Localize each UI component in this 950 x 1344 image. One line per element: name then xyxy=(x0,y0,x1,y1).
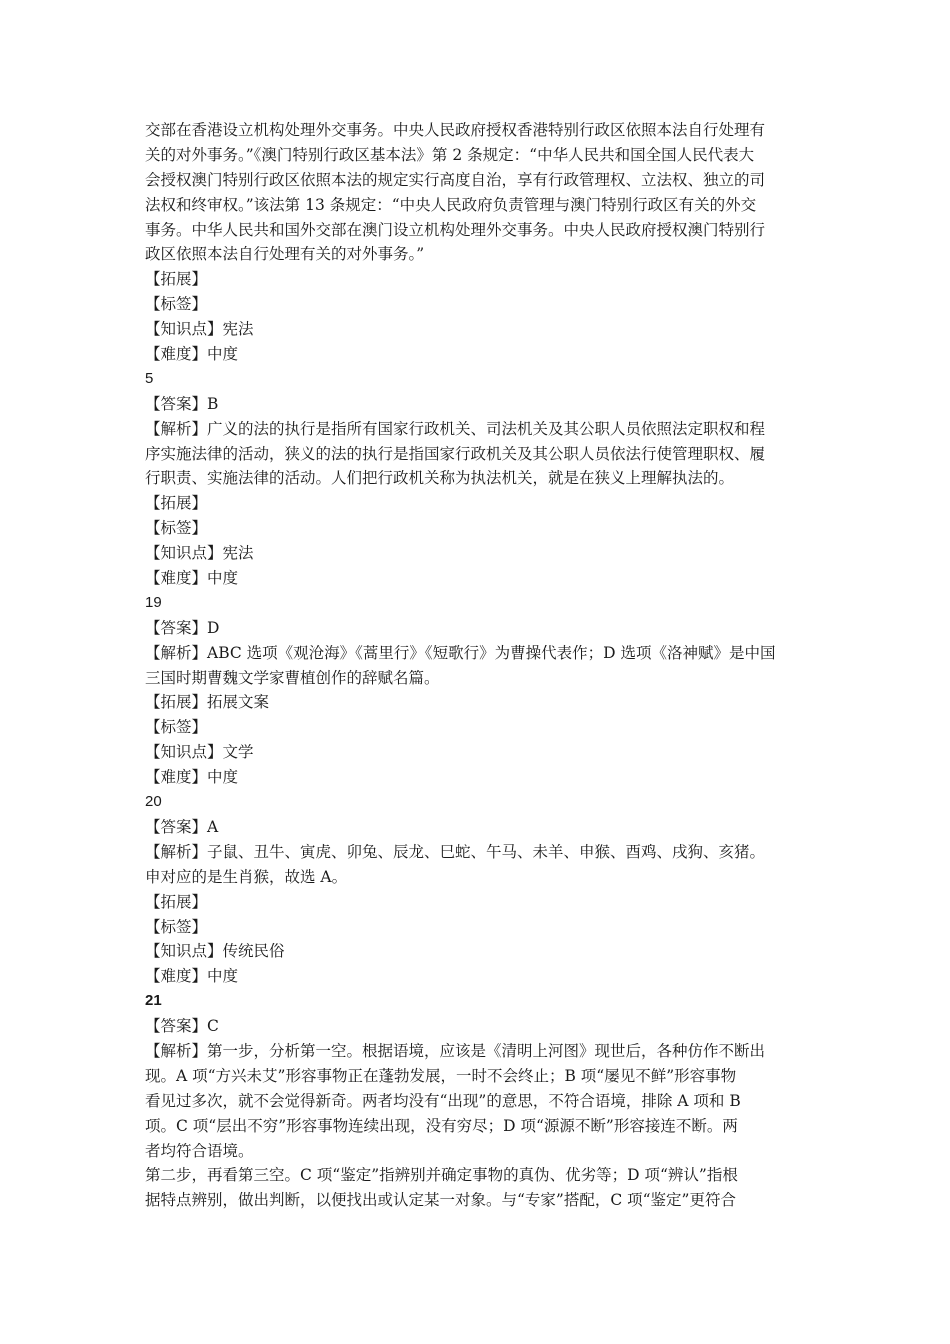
text-line: 看见过多次，就不会觉得新奇。两者均没有“出现”的意思，不符合语境，排除 A 项和 B xyxy=(145,1091,741,1110)
text-line: 【答案】A xyxy=(145,817,219,836)
question-number: 21 xyxy=(145,992,162,1010)
question-number: 20 xyxy=(145,793,162,811)
text-line: 现。A 项“方兴未艾”形容事物正在蓬勃发展，一时不会终止；B 项“屡见不鲜”形容事物 xyxy=(145,1066,737,1085)
text-line: 【解析】广义的法的执行是指所有国家行政机关、司法机关及其公职人员依照法定职权和程 xyxy=(145,419,766,438)
text-line: 【标签】 xyxy=(145,718,208,737)
text-line: 序实施法律的活动，狭义的法的执行是指国家行政机关及其公职人员依法行使管理职权、履 xyxy=(145,444,766,463)
text-line: 【难度】中度 xyxy=(145,345,239,364)
text-line: 行职责、实施法律的活动。人们把行政机关称为执法机关，就是在狭义上理解执法的。 xyxy=(145,469,735,488)
text-line: 申对应的是生肖猴，故选 A。 xyxy=(145,867,348,886)
text-line: 【知识点】传统民俗 xyxy=(145,942,285,961)
text-line: 【知识点】宪法 xyxy=(145,320,254,339)
question-number: 19 xyxy=(145,593,162,611)
text-line: 【拓展】拓展文案 xyxy=(145,693,270,712)
text-line: 【难度】中度 xyxy=(145,768,239,787)
text-line: 政区依照本法自行处理有关的对外事务。” xyxy=(145,245,425,264)
text-line: 【标签】 xyxy=(145,917,208,936)
text-line: 【答案】B xyxy=(145,394,219,413)
text-line: 【拓展】 xyxy=(145,892,208,911)
text-line: 三国时期曹魏文学家曹植创作的辞赋名篇。 xyxy=(145,668,440,687)
text-line: 【解析】ABC 选项《观沧海》《蒿里行》《短歌行》为曹操代表作；D 选项《洛神赋》是中国 xyxy=(145,643,776,662)
text-line: 者均符合语境。 xyxy=(145,1141,254,1160)
document-page xyxy=(145,118,813,1213)
text-line: 法权和终审权。”该法第 13 条规定：“中央人民政府负责管理与澳门特别行政区有关的外交 xyxy=(145,195,757,214)
text-line: 【难度】中度 xyxy=(145,569,239,588)
text-line: 【标签】 xyxy=(145,295,208,314)
text-line: 【标签】 xyxy=(145,519,208,538)
text-line: 第二步，再看第三空。C 项“鉴定”指辨别并确定事物的真伪、优劣等；D 项“辨认”指根 xyxy=(145,1166,738,1185)
text-line: 【答案】D xyxy=(145,618,220,637)
text-line: 【解析】子鼠、丑牛、寅虎、卯兔、辰龙、巳蛇、午马、未羊、申猴、酉鸡、戌狗、亥猪。 xyxy=(145,842,766,861)
question-number: 5 xyxy=(145,369,154,387)
text-line: 【答案】C xyxy=(145,1017,219,1036)
text-line: 项。C 项“层出不穷”形容事物连续出现，没有穷尽；D 项“源源不断”形容接连不断。两 xyxy=(145,1116,738,1135)
text-line: 【知识点】宪法 xyxy=(145,544,254,563)
text-line: 关的对外事务。”《澳门特别行政区基本法》第 2 条规定：“中华人民共和国全国人民代表大 xyxy=(145,145,755,164)
text-line: 【解析】第一步，分析第一空。根据语境，应该是《清明上河图》现世后，各种仿作不断出 xyxy=(145,1041,766,1060)
text-line: 【知识点】文学 xyxy=(145,743,254,762)
text-line: 【难度】中度 xyxy=(145,967,239,986)
text-line: 【拓展】 xyxy=(145,270,208,289)
text-line: 【拓展】 xyxy=(145,494,208,513)
text-line: 会授权澳门特别行政区依照本法的规定实行高度自治，享有行政管理权、立法权、独立的司 xyxy=(145,170,766,189)
text-line: 事务。中华人民共和国外交部在澳门设立机构处理外交事务。中央人民政府授权澳门特别行 xyxy=(145,220,766,239)
text-line: 交部在香港设立机构处理外交事务。中央人民政府授权香港特别行政区依照本法自行处理有 xyxy=(145,121,766,139)
text-line: 据特点辨别，做出判断，以便找出或认定某一对象。与“专家”搭配，C 项“鉴定”更符合 xyxy=(145,1191,736,1210)
